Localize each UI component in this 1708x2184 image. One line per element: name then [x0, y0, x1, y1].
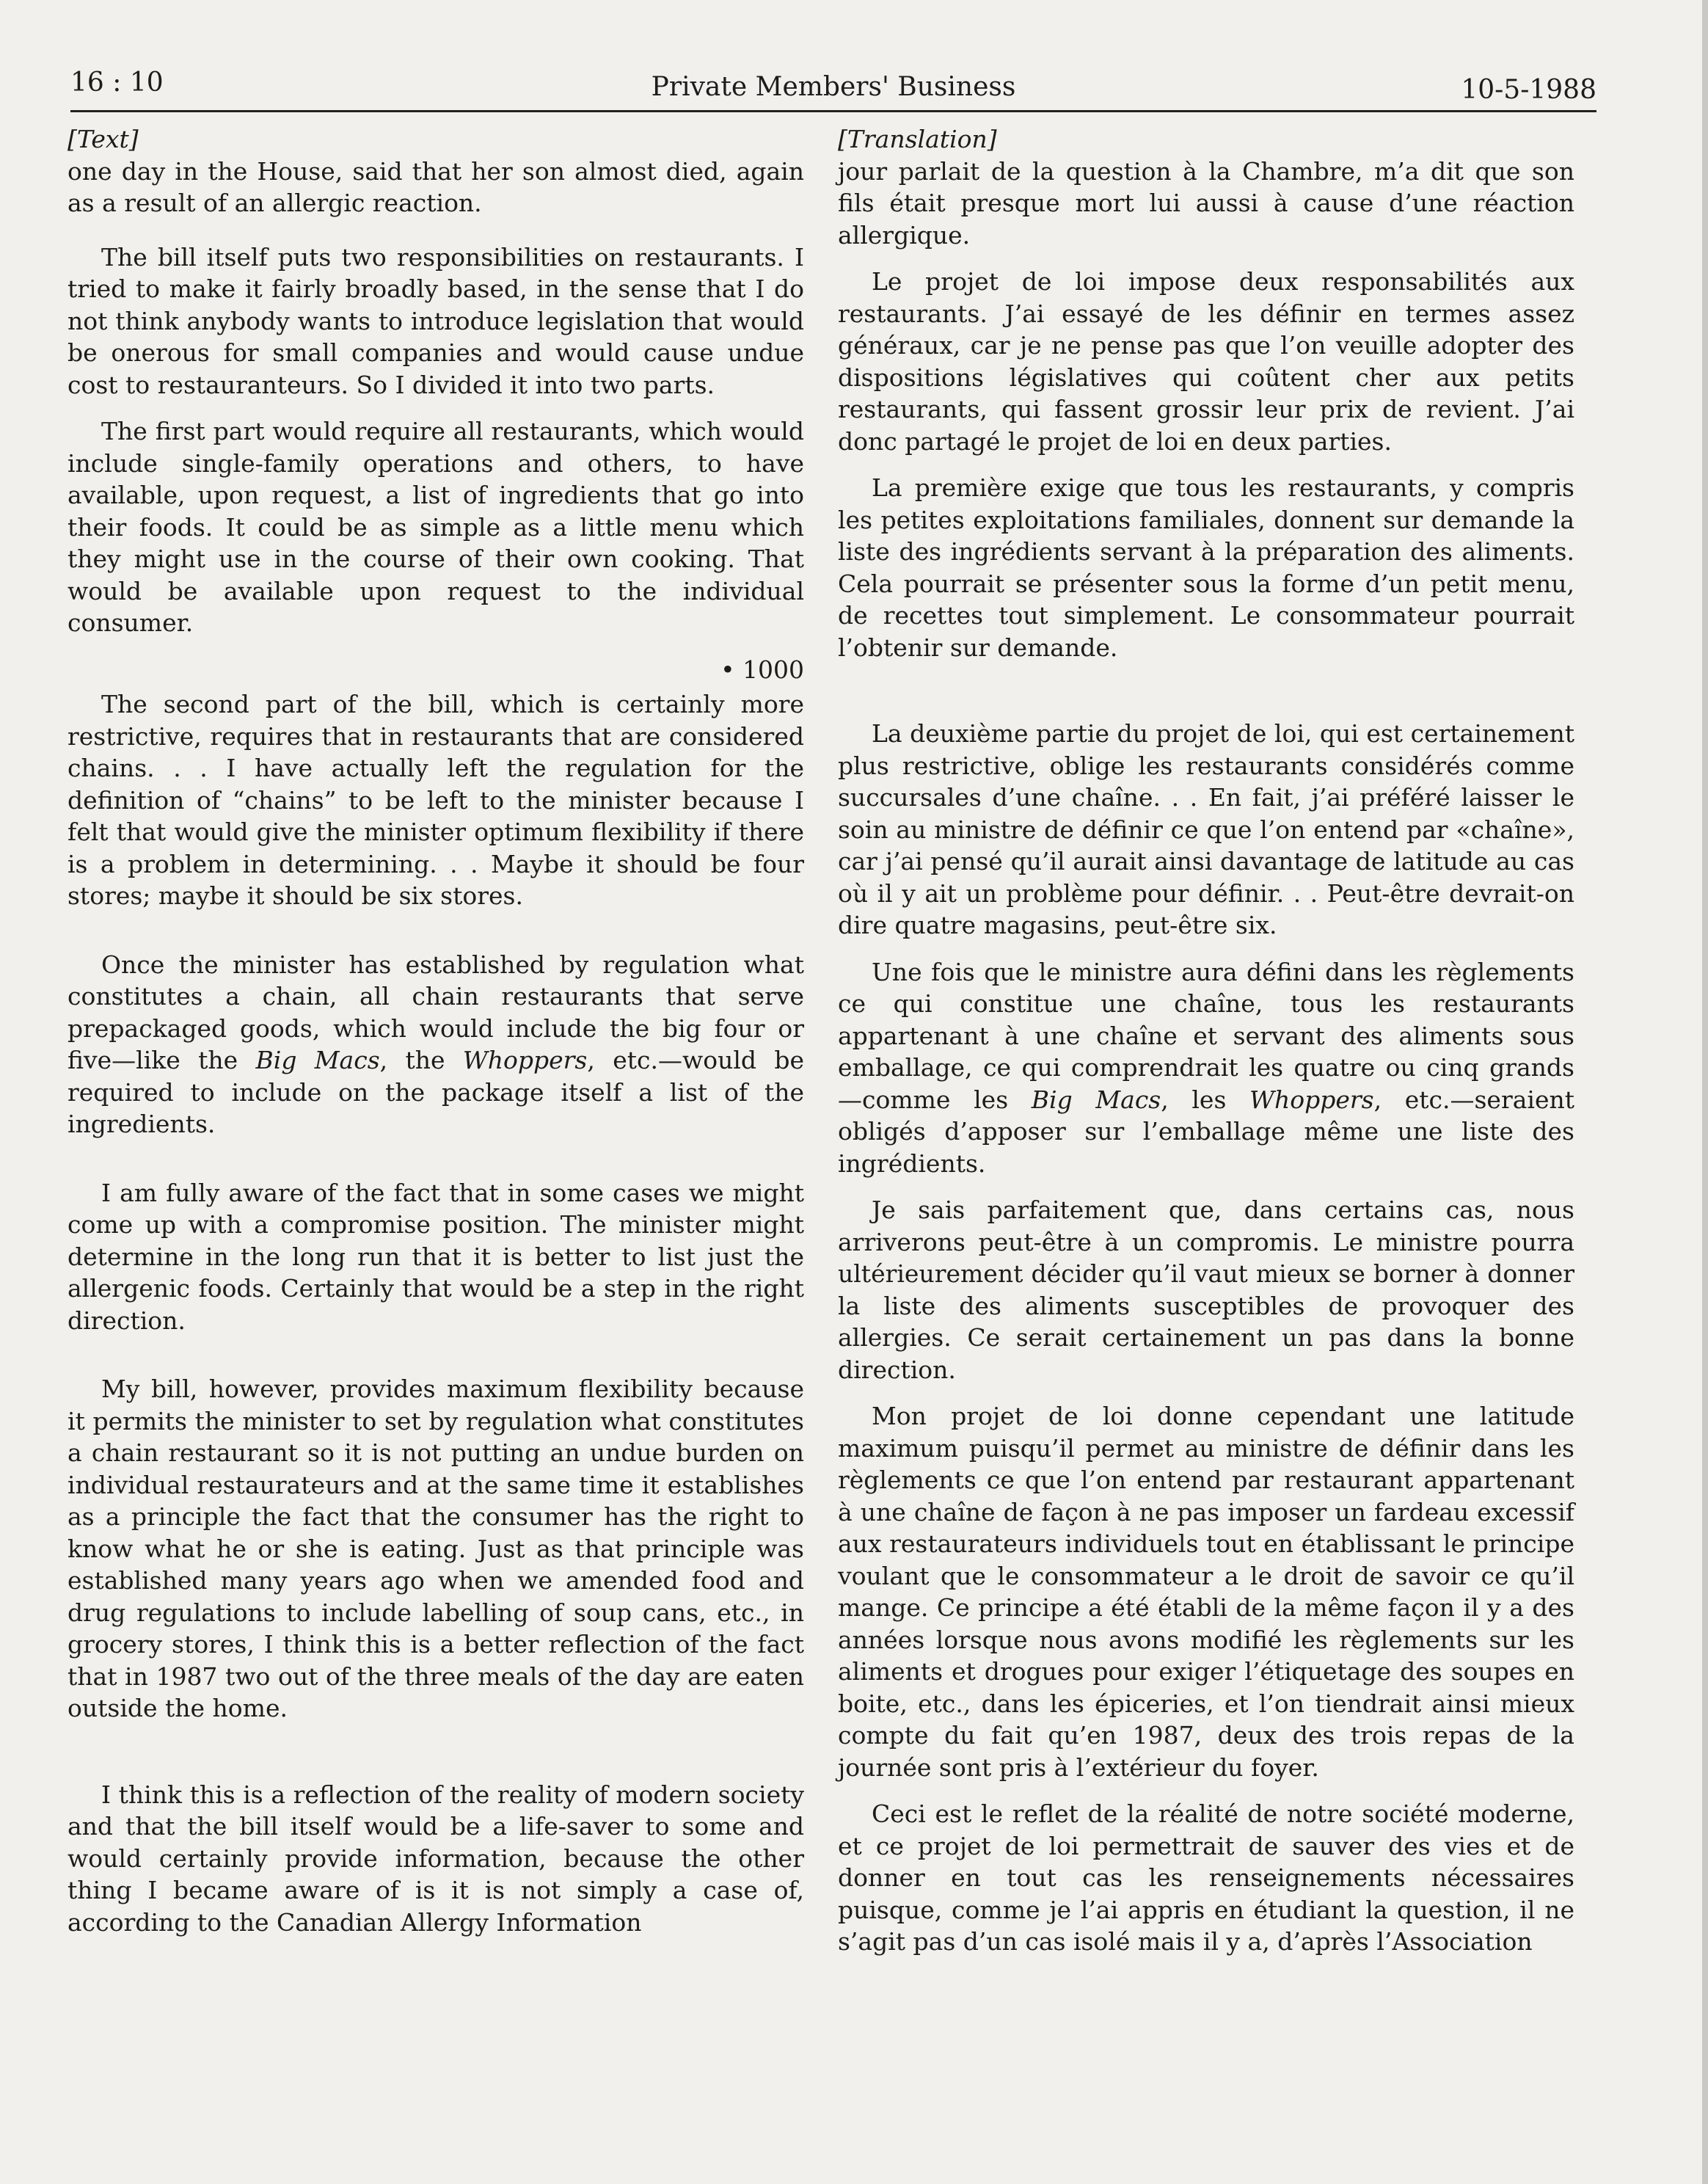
- running-title: Private Members' Business: [651, 72, 1016, 102]
- paragraph: The second part of the bill, which is certainly more restrictive, requires that in restaurants that are considered chains. . . I have actually left the regulation for the definition of “chains” to be left to the minister because I felt that would give the minister optimum flexibility if there is a problem in determining. . . Maybe it should be four stores; maybe it should be six stores.: [67, 690, 804, 910]
- paragraph: Once the minister has established by regulation what constitutes a chain, all chain restaurants that serve prepackaged goods, which would include the big four or five—like the Big Macs, the Whoppers, etc.—would be required to include on the package itself a list of the ingredients.: [67, 950, 804, 1138]
- page-edge-shadow: [1702, 0, 1708, 2184]
- paragraph: I think this is a reflection of the reality of modern society and that the bill itself would be a life-saver to some and would certainly provide information, because the other thing I became aware of is it is not simply a case of, according to the Canadian Allergy Information: [67, 1780, 804, 1937]
- paragraph: Ceci est le reflet de la réalité de notre société moderne, et ce projet de loi permettrait de sauver des vies et de donner en tout cas les renseignements nécessaires puisque, comme je l’ai appris en étudiant la question, il ne s’agit pas d’un cas isolé mais il y a, d’après l’Association: [838, 1799, 1574, 1956]
- paragraph: Le projet de loi impose deux responsabilités aux restaurants. J’ai essayé de les définir en termes assez généraux, car je ne pense pas que l’on veuille adopter des dispositions législatives qui coûtent cher aux petits restaurants, qui fassent grossir leur prix de revient. J’ai donc partagé le projet de loi en deux parties.: [838, 267, 1574, 456]
- translation-label: [Translation]: [838, 125, 997, 153]
- page-number: 16 : 10: [70, 68, 164, 98]
- paragraph: Je sais parfaitement que, dans certains cas, nous arriverons peut-être à un compromis. Le ministre pourra ultérieurement décider qu’il vaut mieux se borner à donner la liste des aliments susceptibles de provoquer des allergies. Ce serait certainement un pas dans la bonne direction.: [838, 1195, 1574, 1384]
- brand-name: Whoppers: [1249, 1085, 1374, 1114]
- paragraph: Une fois que le ministre aura défini dans les règlements ce qui constitue une chaîne, tous les restaurants appartenant à une chaîne et servant des aliments sous emballage, ce qui comprendrait les quatre ou cinq grands—comme les Big Macs, les Whoppers, etc.—seraient obligés d’apposer sur l’emballage même une liste des ingrédients.: [838, 957, 1574, 1178]
- french-column: [838, 123, 1574, 1973]
- paragraph: The first part would require all restaurants, which would include single-family operations and others, to have available, upon request, a list of ingredients that go into their foods. It could be as simple as a little menu which they might use in the course of their own cooking. That would be available upon request to the individual consumer.: [67, 417, 804, 637]
- paragraph: The bill itself puts two responsibilities on restaurants. I tried to make it fairly broadly based, in the sense that I do not think anybody wants to introduce legislation that would be onerous for small companies and would cause undue cost to restauranteurs. So I divided it into two parts.: [67, 242, 804, 399]
- text-label: [Text]: [67, 125, 139, 153]
- paragraph: one day in the House, said that her son almost died, again as a result of an allergic reaction.: [67, 156, 804, 217]
- paragraph: La deuxième partie du projet de loi, qui est certainement plus restrictive, oblige les restaurants considérés comme succursales d’une chaîne. . . En fait, j’ai préféré laisser le soin au ministre de définir ce que l’on entend par «chaîne», car j’ai pensé qu’il aurait ainsi davantage de latitude au cas où il y ait un problème pour définir. . . Peut-être devrait-on dire quatre magasins, peut-être six.: [838, 719, 1574, 939]
- paragraph: jour parlait de la question à la Chambre, m’a dit que son fils était presque mort lui aussi à cause d’une réaction allergique.: [838, 156, 1574, 250]
- paragraph: Mon projet de loi donne cependant une latitude maximum puisqu’il permet au ministre de définir dans les règlements ce que l’on entend par restaurant appartenant à une chaîne de façon à ne pas imposer un fardeau excessif aux restaurateurs individuels tout en établissant le principe voulant que le consommateur a le droit de savoir ce qu’il mange. Ce principe a été établi de la même façon il y a des années lorsque nous avons modifié les règlements sur les aliments et drogues pour exiger l’étiquetage des soupes en boite, etc., dans les épiceries, et l’on tiendrait ainsi mieux compte du fait qu’en 1987, deux des trois repas de la journée sont pris à l’extérieur du foyer.: [838, 1402, 1574, 1782]
- paragraph: La première exige que tous les restaurants, y compris les petites exploitations familiales, donnent sur demande la liste des ingrédients servant à la préparation des aliments. Cela pourrait se présenter sous la forme d’un petit menu, de recettes tout simplement. Le consommateur pourrait l’obtenir sur demande.: [838, 473, 1574, 662]
- paragraph: I am fully aware of the fact that in some cases we might come up with a compromise position. The minister might determine in the long run that it is better to list just the allergenic foods. Certainly that would be a step in the right direction.: [67, 1178, 804, 1335]
- brand-name: Whoppers: [462, 1046, 588, 1074]
- paragraph: My bill, however, provides maximum flexibility because it permits the minister to set by regulation what constitutes a chain restaurant so it is not putting an undue burden on individual restaurateurs and at the same time it establishes as a principle the fact that the consumer has the right to know what he or she is eating. Just as that principle was established many years ago when we amended food and drug regulations to include labelling of soup cans, etc., in grocery stores, I think this is a better reflection of the fact that in 1987 two out of the three meals of the day are eaten outside the home.: [67, 1375, 804, 1722]
- brand-name: Big Macs: [1031, 1085, 1161, 1114]
- sitting-date: 10-5-1988: [1461, 75, 1596, 105]
- brand-name: Big Macs: [255, 1046, 380, 1074]
- english-column: [67, 123, 804, 1953]
- time-stamp: • 1000: [720, 655, 804, 684]
- page-header: [70, 65, 1596, 112]
